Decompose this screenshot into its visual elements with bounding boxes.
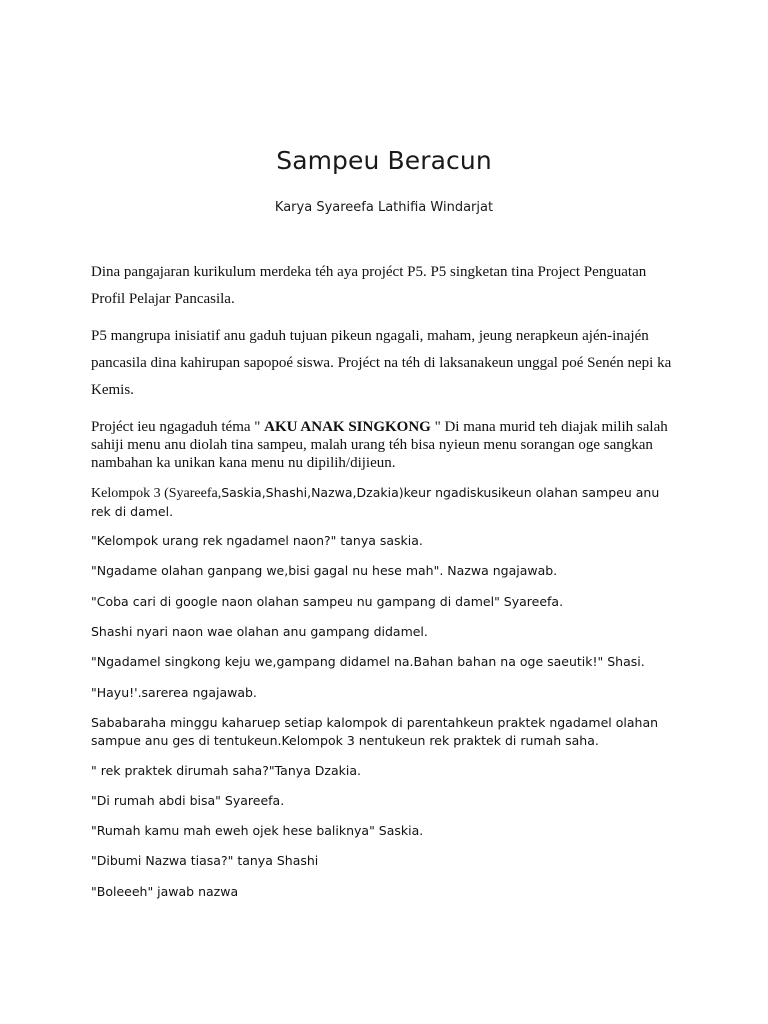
narration-paragraph: Sababaraha minggu kaharuep setiap kalompok di parentahkeun praktek ngadamel olahan sampue anu ges di tentukeun.Kelompok 3 nentukeun rek praktek di rumah saha. [91, 715, 659, 748]
author-line: Karya Syareefa Lathifia Windarjat [274, 200, 494, 215]
dialogue-line: "Di rumah abdi bisa" Syareefa. [91, 793, 285, 808]
group-text-sans: Saskia,Shashi,Nazwa,Dzakia)keur ngadiskusikeun olahan sampeu anu rek di damel. [91, 485, 660, 519]
group-text-serif: Kelompok 3 (Syareefa, [91, 486, 222, 501]
theme-name: AKU ANAK SINGKONG [264, 419, 431, 435]
dialogue-line: "Kelompok urang rek ngadamel naon?" tanya saskia. [91, 533, 423, 548]
dialogue-line: " rek praktek dirumah saha?"Tanya Dzakia. [91, 763, 361, 778]
document-title: Sampeu Beracun [276, 146, 492, 175]
narration-line: Shashi nyari naon wae olahan anu gampang didamel. [91, 624, 428, 639]
theme-paragraph [91, 418, 683, 472]
dialogue-line: "Coba cari di google naon olahan sampeu nu gampang di damel" Syareefa. [91, 594, 564, 609]
theme-text-after: " Di mana murid teh diajak milih salah sahiji menu anu diolah tina sampeu, malah urang téh bisa nyieun menu sorangan oge sangkan nambahan ka unikan kana menu nu dipilih/dijieun. [91, 419, 668, 471]
theme-text-before: Projéct ieu ngagaduh téma " [91, 419, 265, 435]
group-paragraph [91, 484, 683, 521]
dialogue-line: "Ngadame olahan ganpang we,bisi gagal nu hese mah". Nazwa ngajawab. [91, 563, 558, 578]
dialogue-line: "Hayu!'.sarerea ngajawab. [91, 685, 257, 700]
p5-description-paragraph: P5 mangrupa inisiatif anu gaduh tujuan pikeun ngagali, maham, jeung nerapkeun ajén-inajén pancasila dina kahirupan sapopoé siswa. Projéct na téh di laksanakeun unggal poé Senén nepi ka Kemis. [91, 328, 672, 398]
dialogue-line: "Rumah kamu mah eweh ojek hese baliknya" Saskia. [91, 823, 424, 838]
dialogue-line: "Boleeeh" jawab nazwa [91, 884, 239, 899]
intro-paragraph: Dina pangajaran kurikulum merdeka téh aya projéct P5. P5 singketan tina Project Penguatan Profil Pelajar Pancasila. [91, 264, 647, 307]
dialogue-line: "Ngadamel singkong keju we,gampang didamel na.Bahan bahan na oge saeutik!" Shasi. [91, 654, 645, 669]
dialogue-line: "Dibumi Nazwa tiasa?" tanya Shashi [91, 853, 319, 868]
